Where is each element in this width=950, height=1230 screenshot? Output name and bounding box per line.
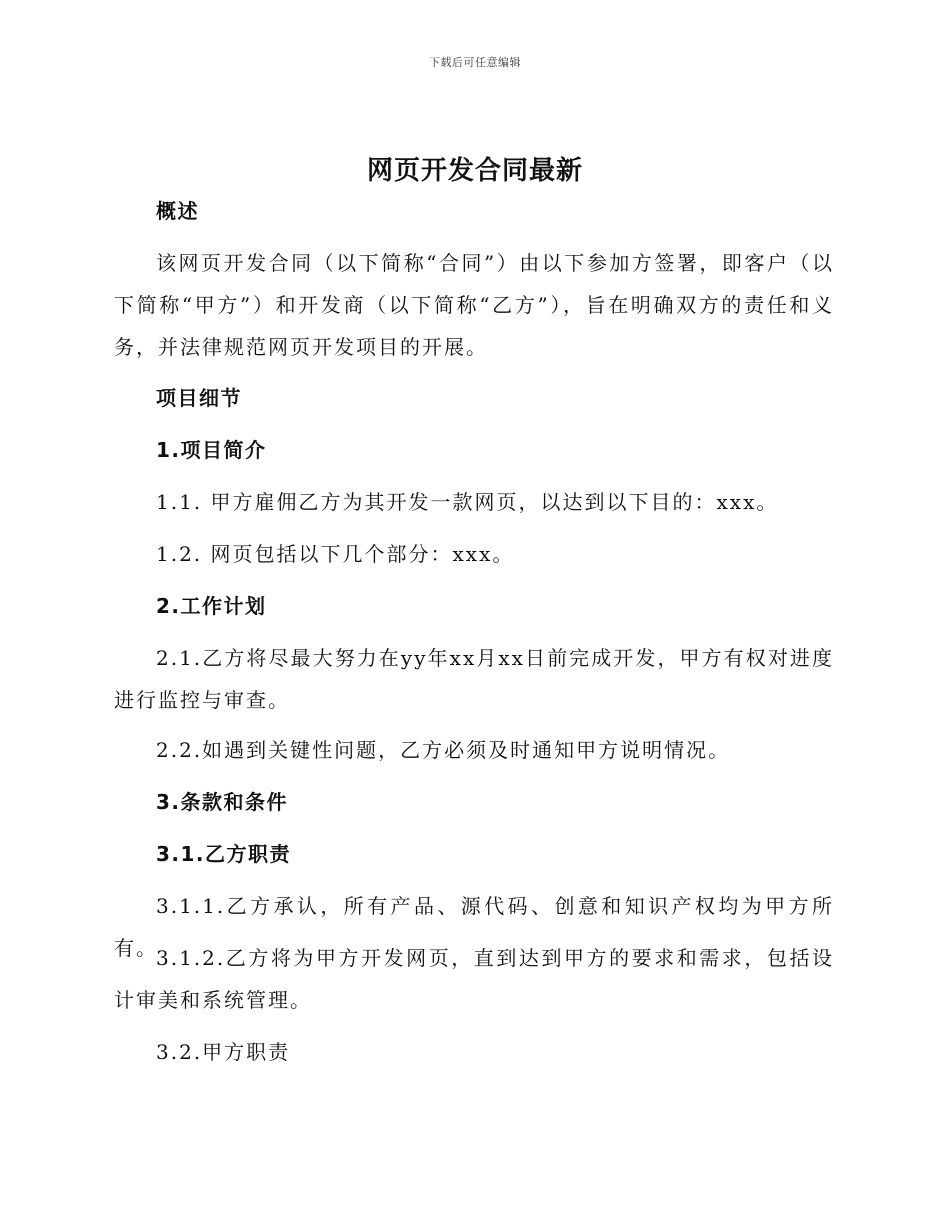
section-1-heading: 1.项目简介	[156, 438, 267, 462]
section-3-1-heading: 3.1.乙方职责	[156, 842, 292, 866]
clause-3-1-1: 3.1.1.乙方承认，所有产品、源代码、创意和知识产权均为甲方所有。	[114, 894, 834, 960]
clause-3-1-2: 3.1.2.乙方将为甲方开发网页，直到达到甲方的要求和需求，包括设计审美和系统管理。	[114, 946, 834, 1012]
overview-heading: 概述	[156, 199, 199, 223]
clause-2-1: 2.1.乙方将尽最大努力在yy年xx月xx日前完成开发，甲方有权对进度进行监控与审查。	[114, 646, 834, 712]
clause-1-2: 1.2. 网页包括以下几个部分：xxx。	[156, 542, 515, 566]
clause-1-1: 1.1. 甲方雇佣乙方为其开发一款网页，以达到以下目的：xxx。	[156, 490, 779, 514]
clause-2-2: 2.2.如遇到关键性问题，乙方必须及时通知甲方说明情况。	[156, 738, 731, 762]
header-note: 下载后可任意编辑	[429, 56, 521, 69]
overview-paragraph: 该网页开发合同（以下简称“合同”）由以下参加方签署，即客户（以下简称“甲方”）和开发商（以下简称“乙方”），旨在明确双方的责任和义务，并法律规范网页开发项目的开展。	[114, 251, 834, 359]
section-2-heading: 2.工作计划	[156, 594, 267, 618]
document-title: 网页开发合同最新	[366, 156, 583, 186]
section-3-heading: 3.条款和条件	[156, 790, 289, 814]
clause-3-2: 3.2.甲方职责	[156, 1040, 291, 1064]
project-details-heading: 项目细节	[156, 386, 242, 410]
